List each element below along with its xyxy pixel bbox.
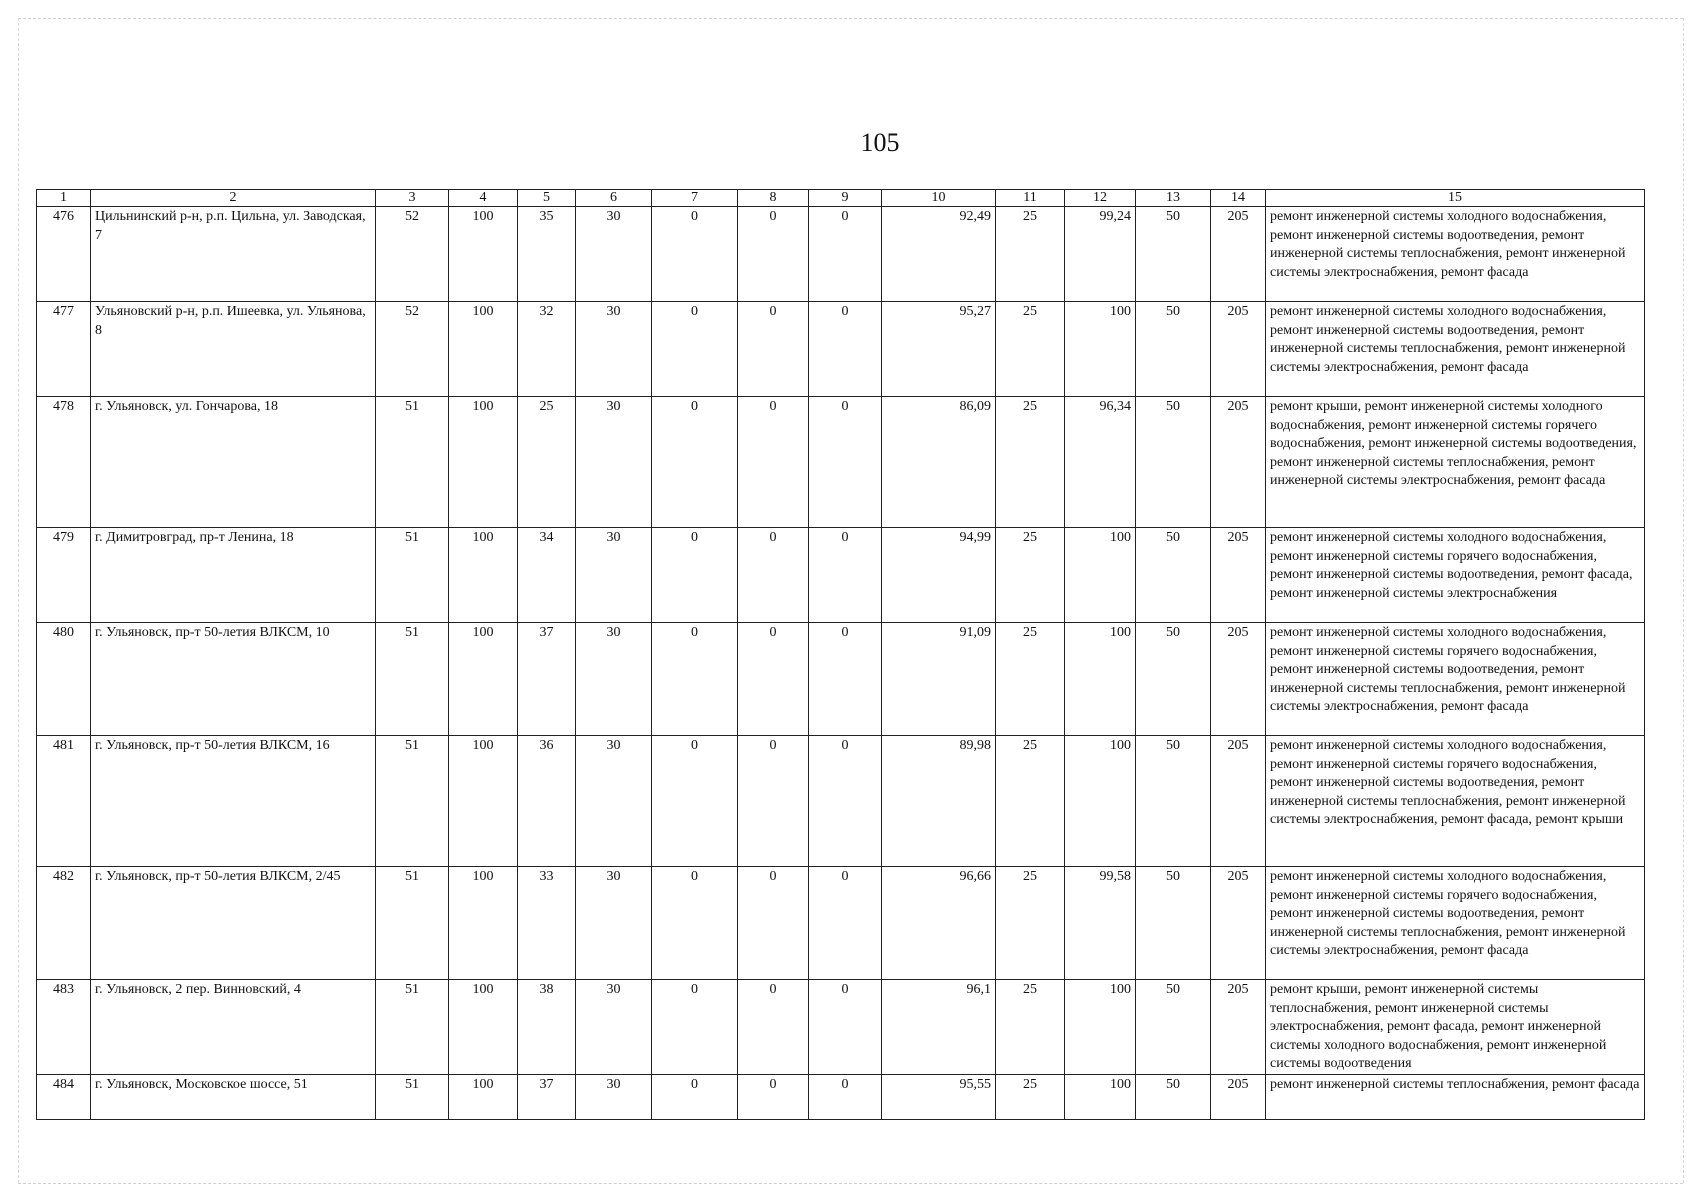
column-header: 9 [809,190,882,207]
value-cell-c8: 0 [738,623,809,736]
address-cell: г. Димитровград, пр-т Ленина, 18 [91,528,376,623]
value-cell-c5: 32 [518,302,576,397]
value-cell-c10: 94,99 [882,528,996,623]
scan-border-left [18,18,19,1183]
row-number: 484 [37,1074,91,1119]
value-cell-c9: 0 [809,980,882,1075]
value-cell-c4: 100 [449,980,518,1075]
address-cell: г. Ульяновск, 2 пер. Винновский, 4 [91,980,376,1075]
column-header: 5 [518,190,576,207]
value-cell-c10: 92,49 [882,207,996,302]
row-number: 478 [37,397,91,528]
value-cell-c9: 0 [809,207,882,302]
value-cell-c4: 100 [449,736,518,867]
value-cell-c3: 51 [376,1074,449,1119]
value-cell-c9: 0 [809,736,882,867]
table-row [37,397,1645,528]
value-cell-c11: 25 [996,623,1065,736]
value-cell-c4: 100 [449,1074,518,1119]
value-cell-c4: 100 [449,207,518,302]
row-number: 482 [37,867,91,980]
works-list-cell: ремонт инженерной системы холодного водоснабжения, ремонт инженерной системы водоотведения, ремонт инженерной системы теплоснабжения, ремонт инженерной системы электроснабжения, ремонт фасада [1266,207,1645,302]
table-row [37,302,1645,397]
column-header: 7 [652,190,738,207]
address-cell: Цильнинский р-н, р.п. Цильна, ул. Заводская, 7 [91,207,376,302]
table-row [37,528,1645,623]
works-list-cell: ремонт инженерной системы холодного водоснабжения, ремонт инженерной системы горячего водоснабжения, ремонт инженерной системы водоотведения, ремонт инженерной системы теплоснабжения, ремонт инженерной системы электроснабжения, ремонт фасада [1266,867,1645,980]
value-cell-c12: 100 [1065,528,1136,623]
value-cell-c12: 100 [1065,1074,1136,1119]
value-cell-c6: 30 [576,302,652,397]
address-cell: г. Ульяновск, ул. Гончарова, 18 [91,397,376,528]
value-cell-c14: 205 [1211,736,1266,867]
value-cell-c7: 0 [652,736,738,867]
address-cell: г. Ульяновск, пр-т 50-летия ВЛКСМ, 10 [91,623,376,736]
value-cell-c10: 89,98 [882,736,996,867]
value-cell-c14: 205 [1211,207,1266,302]
value-cell-c3: 51 [376,867,449,980]
value-cell-c6: 30 [576,867,652,980]
value-cell-c10: 95,27 [882,302,996,397]
value-cell-c3: 51 [376,528,449,623]
value-cell-c6: 30 [576,980,652,1075]
column-header: 11 [996,190,1065,207]
address-cell: г. Ульяновск, Московское шоссе, 51 [91,1074,376,1119]
value-cell-c7: 0 [652,207,738,302]
table-row [37,867,1645,980]
value-cell-c6: 30 [576,1074,652,1119]
value-cell-c8: 0 [738,1074,809,1119]
value-cell-c4: 100 [449,302,518,397]
value-cell-c10: 95,55 [882,1074,996,1119]
value-cell-c13: 50 [1136,528,1211,623]
value-cell-c9: 0 [809,867,882,980]
value-cell-c7: 0 [652,302,738,397]
value-cell-c11: 25 [996,867,1065,980]
row-number: 483 [37,980,91,1075]
value-cell-c12: 99,24 [1065,207,1136,302]
value-cell-c8: 0 [738,302,809,397]
column-header: 6 [576,190,652,207]
value-cell-c13: 50 [1136,980,1211,1075]
value-cell-c3: 51 [376,397,449,528]
value-cell-c11: 25 [996,736,1065,867]
value-cell-c5: 25 [518,397,576,528]
value-cell-c10: 91,09 [882,623,996,736]
value-cell-c12: 100 [1065,980,1136,1075]
value-cell-c6: 30 [576,623,652,736]
value-cell-c14: 205 [1211,980,1266,1075]
value-cell-c7: 0 [652,397,738,528]
value-cell-c6: 30 [576,207,652,302]
value-cell-c13: 50 [1136,867,1211,980]
value-cell-c8: 0 [738,980,809,1075]
value-cell-c3: 52 [376,302,449,397]
value-cell-c8: 0 [738,397,809,528]
value-cell-c8: 0 [738,528,809,623]
value-cell-c10: 96,1 [882,980,996,1075]
value-cell-c11: 25 [996,980,1065,1075]
value-cell-c14: 205 [1211,867,1266,980]
value-cell-c6: 30 [576,528,652,623]
value-cell-c7: 0 [652,1074,738,1119]
column-number-row [37,190,1645,207]
column-header: 3 [376,190,449,207]
value-cell-c12: 96,34 [1065,397,1136,528]
column-header: 13 [1136,190,1211,207]
value-cell-c9: 0 [809,397,882,528]
value-cell-c7: 0 [652,980,738,1075]
value-cell-c3: 51 [376,623,449,736]
repair-program-table [36,189,1645,1120]
column-header: 2 [91,190,376,207]
value-cell-c4: 100 [449,397,518,528]
value-cell-c11: 25 [996,397,1065,528]
value-cell-c14: 205 [1211,528,1266,623]
value-cell-c5: 34 [518,528,576,623]
value-cell-c12: 100 [1065,736,1136,867]
works-list-cell: ремонт инженерной системы теплоснабжения, ремонт фасада [1266,1074,1645,1119]
works-list-cell: ремонт инженерной системы холодного водоснабжения, ремонт инженерной системы горячего водоснабжения, ремонт инженерной системы водоотведения, ремонт инженерной системы теплоснабжения, ремонт инженерной системы электроснабжения, ремонт фасада, ремонт крыши [1266,736,1645,867]
scan-border-top [18,18,1683,19]
value-cell-c12: 100 [1065,623,1136,736]
table-row [37,980,1645,1075]
value-cell-c3: 51 [376,980,449,1075]
column-header: 10 [882,190,996,207]
value-cell-c11: 25 [996,302,1065,397]
works-list-cell: ремонт инженерной системы холодного водоснабжения, ремонт инженерной системы горячего водоснабжения, ремонт инженерной системы водоотведения, ремонт инженерной системы теплоснабжения, ремонт инженерной системы электроснабжения, ремонт фасада [1266,623,1645,736]
value-cell-c6: 30 [576,736,652,867]
value-cell-c11: 25 [996,207,1065,302]
value-cell-c13: 50 [1136,1074,1211,1119]
value-cell-c13: 50 [1136,302,1211,397]
row-number: 477 [37,302,91,397]
value-cell-c11: 25 [996,528,1065,623]
value-cell-c14: 205 [1211,397,1266,528]
table-row [37,207,1645,302]
value-cell-c7: 0 [652,867,738,980]
address-cell: г. Ульяновск, пр-т 50-летия ВЛКСМ, 16 [91,736,376,867]
value-cell-c5: 37 [518,623,576,736]
scan-border-bottom [18,1183,1683,1184]
value-cell-c5: 37 [518,1074,576,1119]
row-number: 481 [37,736,91,867]
value-cell-c5: 38 [518,980,576,1075]
works-list-cell: ремонт инженерной системы холодного водоснабжения, ремонт инженерной системы горячего водоснабжения, ремонт инженерной системы водоотведения, ремонт фасада, ремонт инженерной системы электроснабжения [1266,528,1645,623]
value-cell-c13: 50 [1136,736,1211,867]
table-row [37,623,1645,736]
value-cell-c4: 100 [449,623,518,736]
value-cell-c14: 205 [1211,302,1266,397]
value-cell-c5: 33 [518,867,576,980]
value-cell-c12: 99,58 [1065,867,1136,980]
value-cell-c11: 25 [996,1074,1065,1119]
value-cell-c6: 30 [576,397,652,528]
column-header: 4 [449,190,518,207]
value-cell-c9: 0 [809,623,882,736]
column-header: 8 [738,190,809,207]
value-cell-c8: 0 [738,207,809,302]
row-number: 480 [37,623,91,736]
table-row [37,1074,1645,1119]
works-list-cell: ремонт инженерной системы холодного водоснабжения, ремонт инженерной системы водоотведения, ремонт инженерной системы теплоснабжения, ремонт инженерной системы электроснабжения, ремонт фасада [1266,302,1645,397]
value-cell-c8: 0 [738,867,809,980]
value-cell-c4: 100 [449,867,518,980]
value-cell-c5: 36 [518,736,576,867]
scan-border-right [1683,18,1684,1183]
value-cell-c8: 0 [738,736,809,867]
value-cell-c14: 205 [1211,623,1266,736]
column-header: 1 [37,190,91,207]
row-number: 479 [37,528,91,623]
value-cell-c9: 0 [809,302,882,397]
works-list-cell: ремонт крыши, ремонт инженерной системы теплоснабжения, ремонт инженерной системы электроснабжения, ремонт фасада, ремонт инженерной системы холодного водоснабжения, ремонт инженерной системы водоотведения [1266,980,1645,1075]
value-cell-c12: 100 [1065,302,1136,397]
value-cell-c3: 52 [376,207,449,302]
value-cell-c10: 86,09 [882,397,996,528]
value-cell-c13: 50 [1136,207,1211,302]
address-cell: г. Ульяновск, пр-т 50-летия ВЛКСМ, 2/45 [91,867,376,980]
value-cell-c7: 0 [652,623,738,736]
value-cell-c4: 100 [449,528,518,623]
value-cell-c9: 0 [809,1074,882,1119]
value-cell-c7: 0 [652,528,738,623]
value-cell-c9: 0 [809,528,882,623]
column-header: 14 [1211,190,1266,207]
value-cell-c3: 51 [376,736,449,867]
address-cell: Ульяновский р-н, р.п. Ишеевка, ул. Ульянова, 8 [91,302,376,397]
row-number: 476 [37,207,91,302]
value-cell-c13: 50 [1136,397,1211,528]
column-header: 12 [1065,190,1136,207]
value-cell-c14: 205 [1211,1074,1266,1119]
table-row [37,736,1645,867]
value-cell-c5: 35 [518,207,576,302]
value-cell-c13: 50 [1136,623,1211,736]
value-cell-c10: 96,66 [882,867,996,980]
works-list-cell: ремонт крыши, ремонт инженерной системы холодного водоснабжения, ремонт инженерной системы горячего водоснабжения, ремонт инженерной системы водоотведения, ремонт инженерной системы теплоснабжения, ремонт инженерной системы электроснабжения, ремонт фасада [1266,397,1645,528]
page-number: 105 [860,128,900,157]
column-header: 15 [1266,190,1645,207]
